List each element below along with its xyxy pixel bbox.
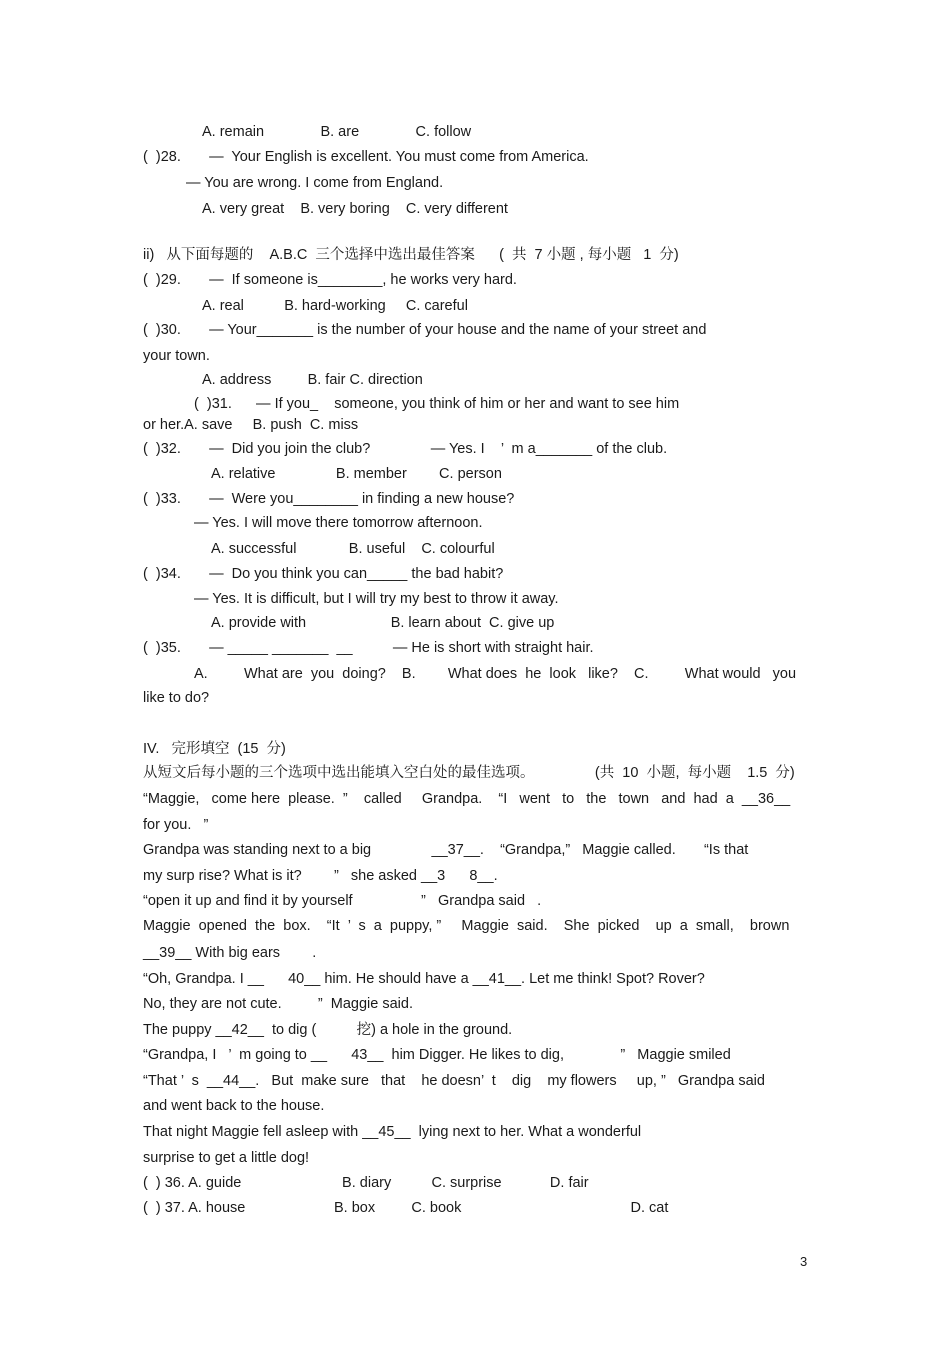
q33-question: ( )33. — Were you________ in finding a new house? [143, 491, 515, 507]
q34-reply: — Yes. It is difficult, but I will try my best to throw it away. [194, 591, 559, 607]
q32-options: A. relative B. member C. person [211, 466, 502, 482]
passage-line: “Maggie, come here please. ” called Grandpa. “I went to the town and had a __36__ [143, 791, 791, 807]
q29-question: ( )29. — If someone is________, he works very hard. [143, 272, 517, 288]
q35-options: A. What are you doing? B. What does he look like? C. What would you [194, 666, 797, 682]
passage-line: for you. ” [143, 817, 209, 833]
q34-options: A. provide with B. learn about C. give up [211, 615, 555, 631]
q30-question: ( )30. — Your_______ is the number of your house and the name of your street and [143, 322, 707, 338]
passage-line: and went back to the house. [143, 1098, 325, 1114]
q30-question-cont: your town. [143, 348, 210, 364]
q27-options: A. remain B. are C. follow [202, 124, 472, 140]
section-iv-heading: IV. 完形填空 (15 分) [143, 741, 286, 757]
section-ii-instruction: ii) 从下面每题的 A.B.C 三个选择中选出最佳答案 ( 共 7 小题 , 每小题 1 分) [143, 247, 679, 263]
q28-reply: — You are wrong. I come from England. [186, 175, 444, 191]
passage-line: surprise to get a little dog! [143, 1150, 310, 1166]
q28-options: A. very great B. very boring C. very different [202, 201, 508, 217]
q30-options: A. address B. fair C. direction [202, 372, 423, 388]
passage-line: No, they are not cute. ” Maggie said. [143, 996, 413, 1012]
section-iv-instruction: 从短文后每小题的三个选项中选出能填入空白处的最佳选项。 (共 10 小题, 每小题 1.5 分) [143, 765, 795, 781]
passage-line: “Oh, Grandpa. I __ 40__ him. He should have a __41__. Let me think! Spot? Rover? [143, 971, 705, 987]
page-number: 3 [800, 1254, 808, 1269]
q28-question: ( )28. — Your English is excellent. You must come from America. [143, 149, 589, 165]
passage-line: The puppy __42__ to dig ( 挖) a hole in the ground. [143, 1022, 513, 1038]
q37-options: ( ) 37. A. house B. box C. book D. cat [143, 1200, 669, 1216]
q33-options: A. successful B. useful C. colourful [211, 541, 495, 557]
passage-line: Grandpa was standing next to a big __37__. “Grandpa,” Maggie called. “Is that [143, 842, 749, 858]
passage-line: my surp rise? What is it? ” she asked __3 8__. [143, 868, 498, 884]
q35-question: ( )35. — _____ _______ __ — He is short with straight hair. [143, 640, 594, 656]
passage-line: Maggie opened the box. “It ’ s a puppy, ” Maggie said. She picked up a small, brown [143, 918, 790, 934]
passage-line: “That ’ s __44__. But make sure that he doesn’ t dig my flowers up, ” Grandpa said [143, 1073, 765, 1089]
q35-options-cont: like to do? [143, 690, 210, 706]
passage-line: “Grandpa, I ’ m going to __ 43__ him Digger. He likes to dig, ” Maggie smiled [143, 1047, 731, 1063]
passage-line: “open it up and find it by yourself ” Grandpa said . [143, 893, 542, 909]
passage-line: __39__ With big ears . [143, 945, 317, 961]
q31-options: or her.A. save B. push C. miss [143, 417, 359, 433]
q34-question: ( )34. — Do you think you can_____ the bad habit? [143, 566, 504, 582]
q29-options: A. real B. hard-working C. careful [202, 298, 468, 314]
q31-question: ( )31. — If you_ someone, you think of him or her and want to see him [194, 396, 680, 412]
q36-options: ( ) 36. A. guide B. diary C. surprise D. fair [143, 1175, 589, 1191]
q33-reply: — Yes. I will move there tomorrow afternoon. [194, 515, 483, 531]
passage-line: That night Maggie fell asleep with __45__ lying next to her. What a wonderful [143, 1124, 642, 1140]
q32-question: ( )32. — Did you join the club? — Yes. I ’ m a_______ of the club. [143, 441, 668, 457]
